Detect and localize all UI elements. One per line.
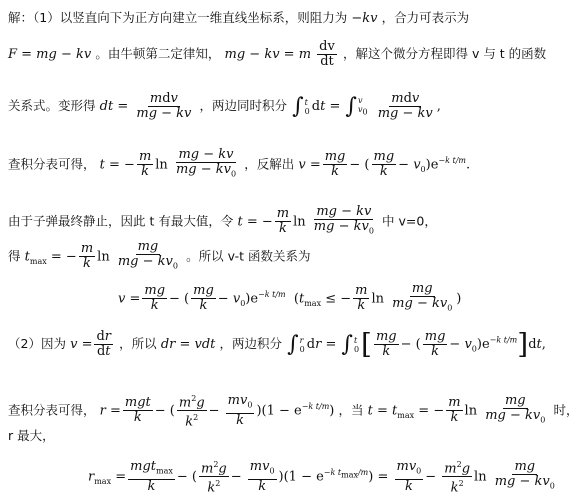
text: ，两边同时积分 (199, 98, 288, 113)
text: ，解这个微分方程即得 v 与 t 的函数 (342, 46, 547, 61)
text: ，两边积分 (219, 336, 283, 351)
den: dt (320, 54, 334, 69)
math: mg − kv = m (224, 47, 312, 62)
line-5: 由于子弹最终静止，因此 t 有最大值，令 t = − $\frac{m}{k}$ ln $\frac{mg - kv}{mg - kv_0}$ 中 v=0， (8, 204, 437, 237)
integral-sign: ∫ (345, 93, 357, 119)
text: 解：（1）以竖直向下为正方向建立一维直线坐标系，则阻力为 (8, 10, 348, 25)
text: ，合力可表示为 (381, 10, 470, 25)
math: dr = vdt (160, 337, 216, 352)
text: 得 (8, 248, 21, 264)
line-7: v = $\frac{mg}{k}$ − ( $\frac{mg}{k}$ − $v_0)e^{-k t/m}$ ($t_{max}$ ≤ − $\frac{m}{k}$ ln $\frac{mg}{mg - kv_0}$ ) (118, 281, 462, 314)
line-10 (8, 428, 55, 445)
text: ，所以 (119, 336, 157, 351)
text: ，反解出 (244, 156, 295, 172)
integral-sign: ∫ (292, 93, 304, 119)
text: r 最大， (8, 428, 55, 443)
fraction (317, 40, 337, 69)
text: 中 v=0， (382, 213, 437, 229)
text: 由于子弹最终静止，因此 t 有最大值，令 (8, 213, 234, 229)
line-8: （2）因为 v = $\frac{dr}{dt}$ ，所以 dr = vdt ，两边积分 ∫ r 0 dr = ∫ t 0 [ $\frac{mg}{k}$ − ( $\frac{mg}{k}$ − $v_0)e^{-k t/m}]dt$, (8, 327, 546, 361)
text: （2）因为 (8, 336, 66, 351)
text: 查积分表可得， (8, 402, 96, 418)
math: −kv (351, 11, 378, 26)
text: 。由牛顿第二定律知， (95, 46, 221, 61)
text: 关系式。变形得 (8, 98, 96, 113)
fraction: mdv mg − kv (136, 91, 192, 121)
line-2 (8, 40, 546, 69)
text: 。所以 v-t 函数关系为 (186, 248, 311, 264)
line-9: 查积分表可得， r = mgt k − ( $\frac{m^2g}{k^2}$ − $\frac{mv_0}{k}$ )$(1 - e^{-k t/m})$ ，当 $t = t_{max}$ = − $\frac{m}{k}$ ln $\frac{mg}{mg - kv_0}$ 时， (8, 393, 579, 430)
line-11: $r_{max}$ = mgt$_{max}$ k − ( $\frac{m^2g}{k^2}$ − $\frac{mv_0}{k}$ )$(1 - e^{-k t_{max}/m})$ = $\frac{mv_0}{k}$ − $\frac{m^2g}{k^2}$ ln $\frac{mg}{mg - kv_0}$ (88, 459, 555, 496)
line-4: 查积分表可得， t = − $\frac{m}{k}$ ln $\frac{mg - kv}{mg - kv_0}$ ，反解出 v = $\frac{mg}{k}$ − ( $\frac{mg}{k}$ − $v_0)e^{-k t/m}$. (8, 147, 471, 180)
line-1 (8, 10, 469, 27)
text: ，当 (338, 402, 364, 418)
math: F = mg − kv (8, 47, 92, 62)
text: 查积分表可得， (8, 156, 96, 172)
text: 时， (553, 402, 579, 418)
line-6: 得 $t_{max}$ = − $\frac{m}{k}$ ln $\frac{mg}{mg - kv_0}$ 。所以 v-t 函数关系为 (8, 239, 311, 272)
num: dv (319, 39, 335, 54)
line-3: 关系式。变形得 dt = mdv mg − kv ，两边同时积分 ∫ t 0 dt = ∫ v $v_0$ mdv mg − kv , (8, 91, 441, 121)
